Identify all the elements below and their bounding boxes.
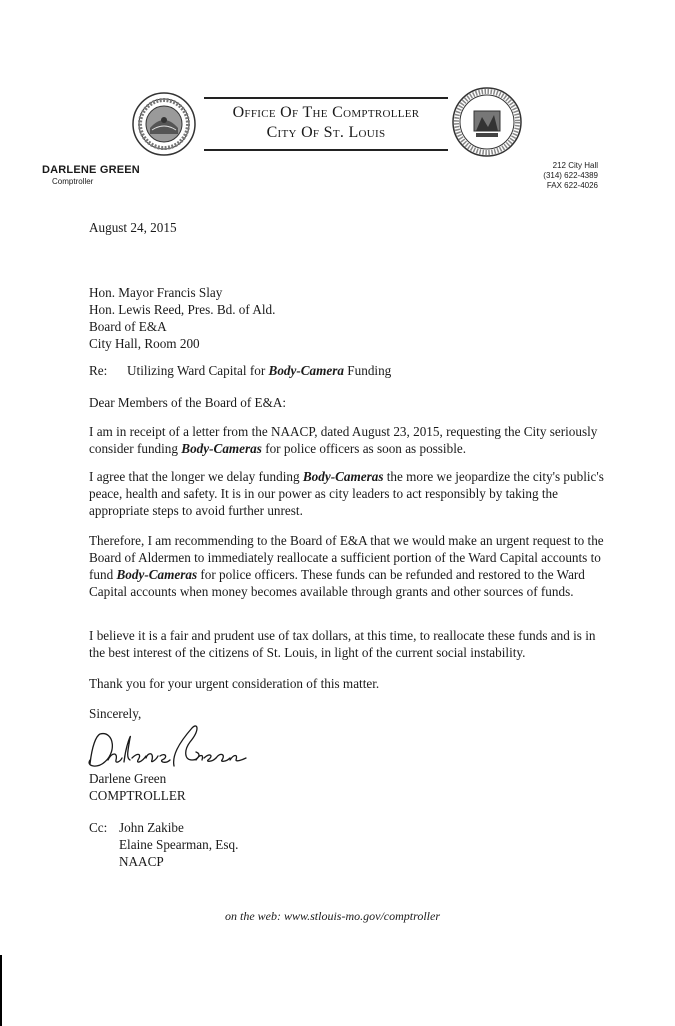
cc-name: Elaine Spearman, Esq.	[119, 837, 239, 852]
paragraph-2-text: I agree that the longer we delay funding	[89, 469, 303, 484]
office-line-2: City Of St. Louis	[266, 124, 386, 141]
signer-name: Darlene Green	[89, 771, 167, 786]
finance-department-seal-logo	[452, 87, 522, 157]
subject-line	[89, 362, 391, 379]
paragraph-1	[89, 423, 614, 457]
office-line-1: Office Of The Comptroller	[232, 104, 420, 121]
scan-edge-line	[0, 955, 2, 1026]
recipient-block	[89, 284, 275, 352]
paragraph-3	[89, 532, 614, 600]
footer-url: www.stlouis-mo.gov/comptroller	[284, 909, 440, 923]
paragraph-1-text: I am in receipt of a letter from the NAACP, dated August 23, 2015, requesting the City seriously consider funding	[89, 424, 598, 456]
comptroller-title: Comptroller	[52, 177, 94, 186]
office-address-block	[538, 161, 598, 191]
cc-label: Cc:	[89, 820, 108, 835]
fax-line: FAX 622-4026	[546, 181, 598, 190]
office-title-box	[204, 97, 448, 151]
subject-label: Re:	[89, 363, 108, 378]
comptroller-name: DARLENE GREEN	[42, 164, 140, 176]
subject-emphasis: Body-Camera	[268, 363, 344, 378]
phone-line: (314) 622-4389	[543, 171, 598, 180]
footer-prefix: on the web:	[225, 909, 281, 923]
paragraph-4: I believe it is a fair and prudent use of tax dollars, at this time, to reallocate these funds and is in the best interest of the citizens of St. Louis, in light of the current social instability.	[89, 628, 596, 660]
paragraph-5: Thank you for your urgent consideration of this matter.	[89, 676, 380, 691]
comptroller-name-block	[42, 164, 140, 186]
letter-date: August 24, 2015	[89, 220, 177, 235]
paragraph-3-text: Therefore, I am recommending to the Board of E&A that we would make an urgent request to the Board of Aldermen to immediately reallocate a sufficient portion of the Ward Capital accounts to fund	[89, 533, 604, 582]
closing: Sincerely,	[89, 706, 142, 721]
recipient-line: Hon. Lewis Reed, Pres. Bd. of Ald.	[89, 302, 276, 317]
recipient-line: Hon. Mayor Francis Slay	[89, 285, 223, 300]
cc-name: John Zakibe	[119, 820, 184, 835]
recipient-line: Board of E&A	[89, 319, 167, 334]
address-line: 212 City Hall	[552, 161, 598, 170]
paragraph-3-emphasis: Body-Cameras	[116, 567, 198, 582]
footer-web	[225, 909, 440, 924]
paragraph-1-emphasis: Body-Cameras	[181, 441, 262, 456]
subject-text-before: Utilizing Ward Capital for	[127, 363, 269, 378]
signer-title: COMPTROLLER	[89, 788, 186, 803]
paragraph-2-emphasis: Body-Cameras	[302, 469, 384, 484]
signer-block	[89, 770, 186, 804]
subject-text-after: Funding	[344, 363, 392, 378]
cc-block	[89, 819, 238, 870]
paragraph-2	[89, 468, 614, 519]
paragraph-1-text-end: for police officers as soon as possible.	[261, 441, 467, 456]
city-seal-logo	[132, 92, 196, 156]
salutation: Dear Members of the Board of E&A:	[89, 395, 287, 410]
recipient-line: City Hall, Room 200	[89, 336, 200, 351]
cc-name: NAACP	[119, 854, 164, 869]
paragraph-3-text-end: for police officers. These funds can be refunded and restored to the Ward Capital accounts when money becomes available through grants and other sources of funds.	[89, 567, 585, 599]
paragraph-2-text-end: the more we jeopardize the city's public's peace, health and safety. It is in our power as city leaders to act responsibly by taking the appropriate steps to avoid further unrest.	[89, 469, 604, 518]
